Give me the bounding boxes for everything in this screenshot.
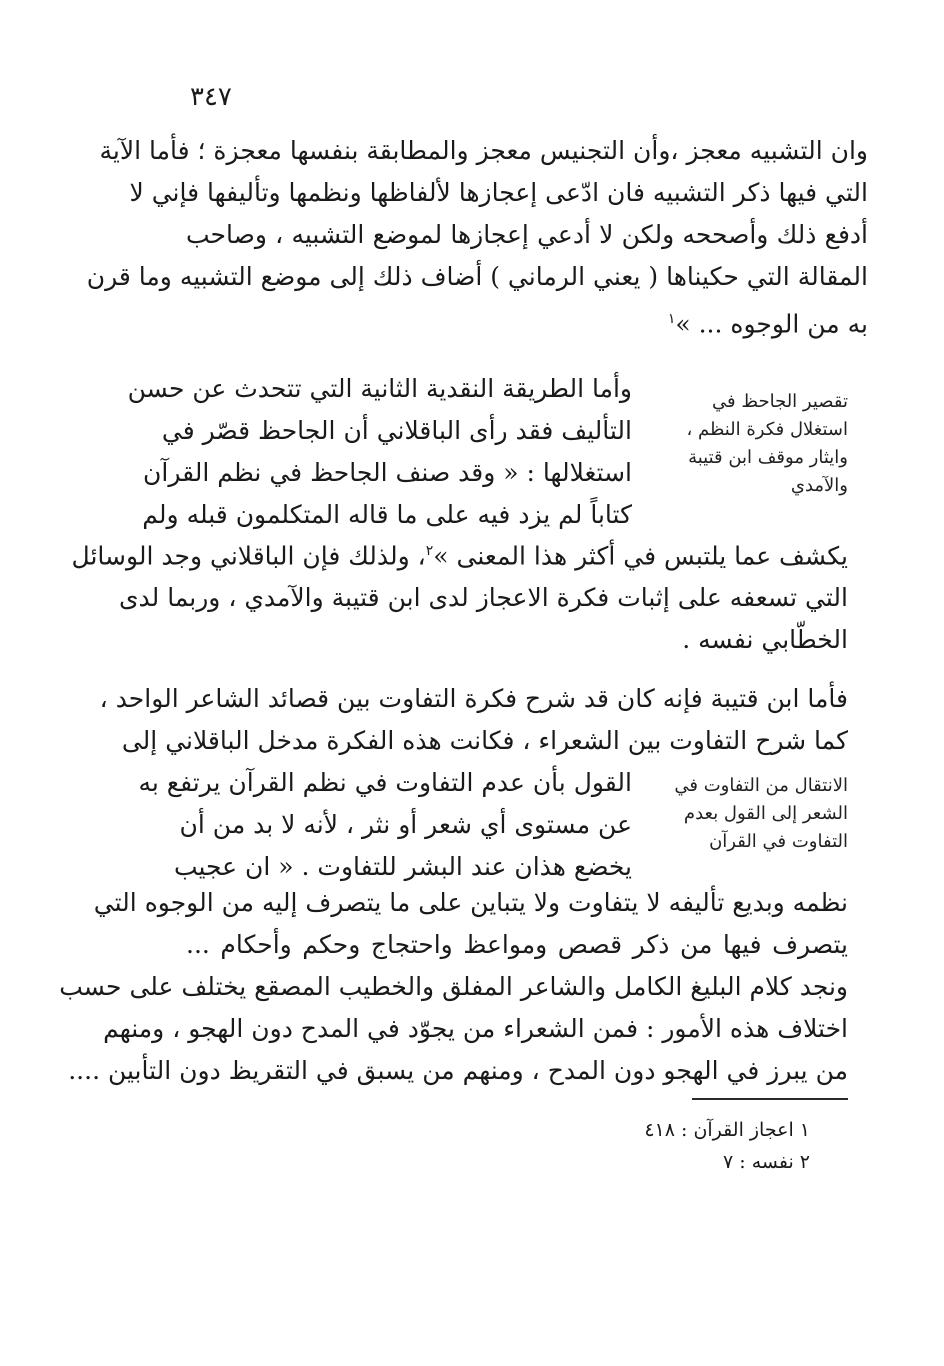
text-line: كما شرح التفاوت بين الشعراء ، فكانت هذه الفكرة مدخل الباقلاني إلى <box>121 726 848 755</box>
footnotes <box>520 1114 810 1178</box>
footnote-marker: ١ <box>667 311 676 327</box>
text-line: أدفع ذلك وأصححه ولكن لا أدعي إعجازها لموضع التشبيه ، وصاحب <box>186 220 868 249</box>
margin-note-line: تقصير الجاحظ في <box>712 391 848 412</box>
margin-note-line: وايثار موقف ابن قتيبة <box>688 447 848 468</box>
paragraph-3-narrow <box>138 762 632 888</box>
text-line <box>186 298 868 345</box>
text-line: استغلالها : « وقد صنف الجاحظ في نظم القرآن <box>143 458 632 487</box>
text-line: الخطّابي نفسه . <box>682 625 848 655</box>
text-line: التي تسعفه على إثبات فكرة الاعجاز لدى ابن قتيبة والآمدي ، وربما لدى <box>118 583 848 613</box>
text-line: القول بأن عدم التفاوت في نظم القرآن يرتفع به <box>138 768 632 797</box>
paragraph-3-bottom <box>59 882 848 1092</box>
text-line: فأما ابن قتيبة فإنه كان قد شرح فكرة التفاوت بين قصائد الشاعر الواحد ، <box>99 684 848 713</box>
footnote: ١ اعجاز القرآن : ٤١٨ <box>644 1119 810 1141</box>
paragraph-3-top <box>99 678 848 762</box>
text-line: وان التشبيه معجز ،وأن التجنيس معجز والمطابقة بنفسها معجزة ؛ فأما الآية <box>99 136 868 165</box>
text-line: التأليف فقد رأى الباقلاني أن الجاحظ قصّر في <box>161 416 632 445</box>
text-line: اختلاف هذه الأمور : فمن الشعراء من يجوّد في المدح دون الهجو ، ومنهم <box>103 1014 848 1043</box>
text-line: يتصرف فيها من ذكر قصص ومواعظ واحتجاج وحكم وأحكام ... <box>186 930 848 959</box>
margin-note-line: التفاوت في القرآن <box>709 831 848 852</box>
text-line <box>71 530 848 577</box>
footnote: ٢ نفسه : ٧ <box>723 1151 810 1173</box>
text-line: عن مستوى أي شعر أو نثر ، لأنه لا بد من أن <box>179 810 632 839</box>
footnote-divider <box>692 1098 848 1100</box>
footnote-marker: ٢ <box>425 543 434 559</box>
text-line: ونجد كلام البليغ الكامل والشاعر المفلق والخطيب المصقع يختلف على حسب <box>59 972 848 1001</box>
text-fragment: ، ولذلك فإن الباقلاني وجد الوسائل <box>71 541 426 571</box>
text-fragment: يكشف عما يلتبس في أكثر هذا المعنى » <box>433 541 848 571</box>
paragraph-1 <box>86 130 868 345</box>
paragraph-2-wide <box>71 530 848 661</box>
margin-note-1 <box>648 388 848 500</box>
text-line: نظمه وبديع تأليفه لا يتفاوت ولا يتباين على ما يتصرف إليه من الوجوه التي <box>93 888 848 917</box>
margin-note-2 <box>648 772 848 856</box>
page-number: ٣٤٧ <box>190 82 232 112</box>
text-line: المقالة التي حكيناها ( يعني الرماني ) أضاف ذلك إلى موضع التشبيه وما قرن <box>86 262 868 291</box>
text-line: كتاباً لم يزد فيه على ما قاله المتكلمون قبله ولم <box>142 500 632 529</box>
text-line: من يبرز في الهجو دون المدح ، ومنهم من يسبق في التقريظ دون التأبين .... <box>68 1056 848 1085</box>
text-fragment: به من الوجوه ... » <box>675 309 868 339</box>
margin-note-line: استغلال فكرة النظم ، <box>686 419 848 440</box>
margin-note-line: الانتقال من التفاوت في <box>674 775 848 796</box>
paragraph-2-narrow <box>127 368 632 536</box>
text-line: يخضع هذان عند البشر للتفاوت . « ان عجيب <box>173 852 632 881</box>
text-line: التي فيها ذكر التشبيه فان ادّعى إعجازها لألفاظها ونظمها وتأليفها فإني لا <box>129 178 868 207</box>
margin-note-line: والآمدي <box>790 475 848 496</box>
text-line: وأما الطريقة النقدية الثانية التي تتحدث عن حسن <box>127 374 632 403</box>
margin-note-line: الشعر إلى القول بعدم <box>683 803 848 824</box>
